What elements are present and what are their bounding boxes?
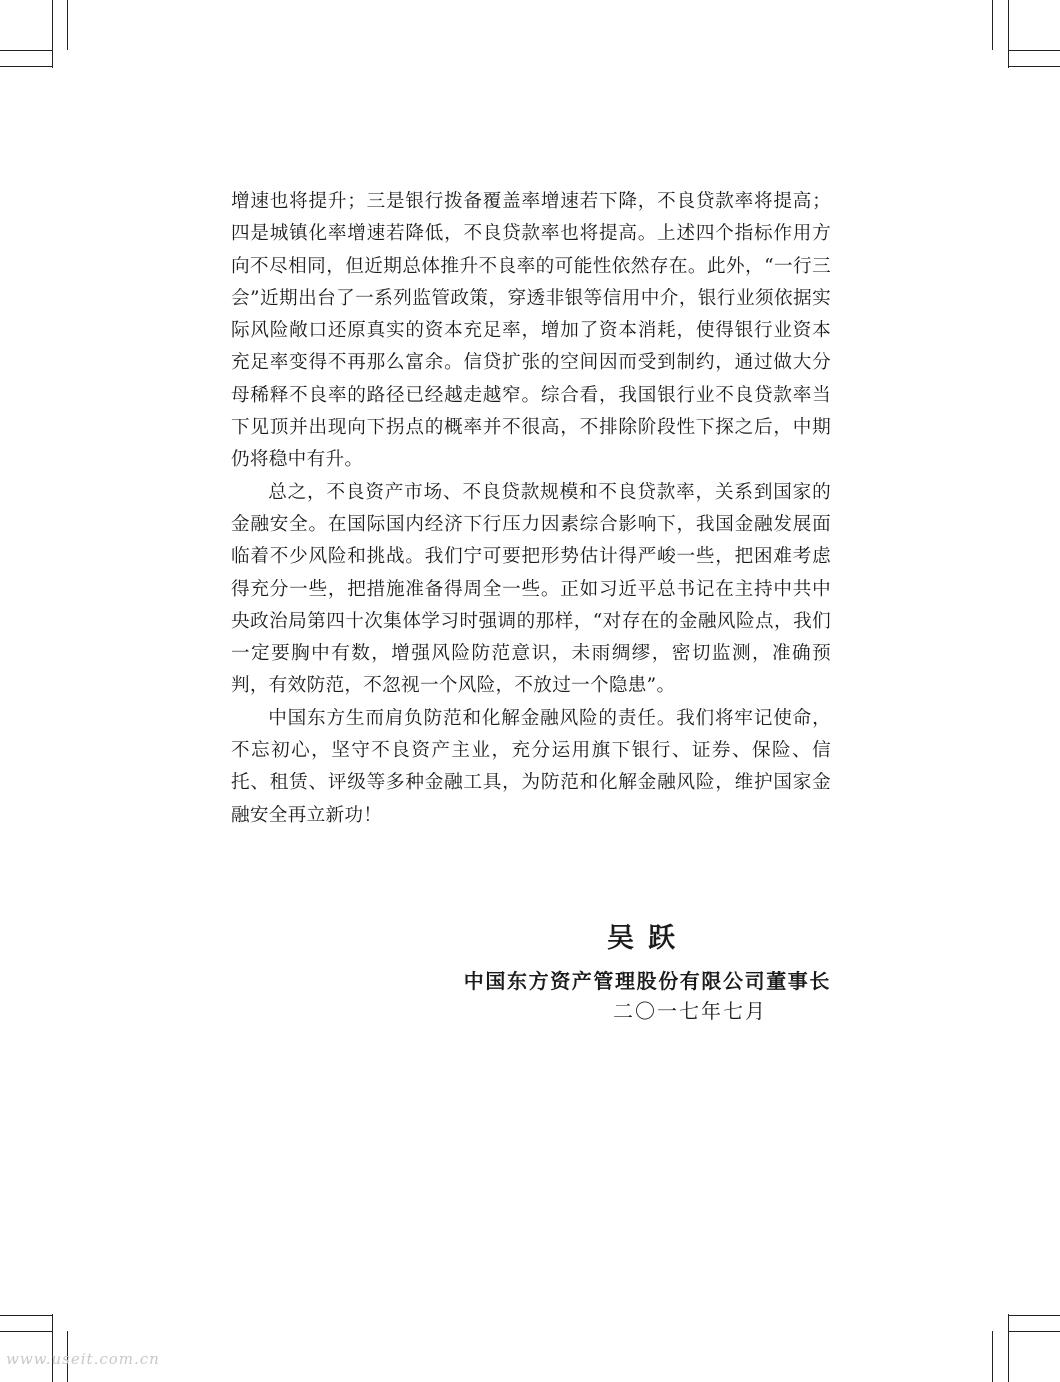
crop-mark-bottom-right-vertical — [1008, 1314, 1009, 1382]
crop-mark-bottom-left-vertical — [52, 1314, 53, 1382]
crop-mark-bottom-right-outer-horizontal — [1008, 1315, 1060, 1316]
paragraph-mission: 中国东方生而肩负防范和化解金融风险的责任。我们将牢记使命，不忘初心，坚守不良资产主业，充分运用旗下银行、证券、保险、信托、租赁、评级等多种金融工具，为防范和化解金融风险，维护国家金融安全再立新功！ — [231, 707, 831, 826]
crop-mark-top-left-horizontal — [0, 50, 52, 51]
crop-mark-bottom-left-horizontal — [0, 1331, 52, 1332]
crop-mark-top-right-outer-vertical — [992, 0, 993, 50]
signature-title: 中国东方资产管理股份有限公司董事长 — [463, 969, 831, 993]
paragraph-continuation: 增速也将提升；三是银行拨备覆盖率增速若下降，不良贷款率将提高；四是城镇化率增速若降低，不良贷款率也将提高。上述四个指标作用方向不尽相同，但近期总体推升不良率的可能性依然存在。此外，“一行三会”近期出台了一系列监管政策，穿透非银等信用中介，银行业须依据实际风险敞口还原真实的资本充足率，增加了资本消耗，使得银行业资本充足率变得不再那么富余。信贷扩张的空间因而受到制约，通过做大分母稀释不良率的路径已经越走越窄。综合看，我国银行业不良贷款率当下见顶并出现向下拐点的概率并不很高，不排除阶段性下探之后，中期仍将稳中有升。 — [231, 191, 831, 471]
crop-mark-bottom-left-outer-horizontal — [0, 1315, 52, 1316]
body-text — [231, 186, 831, 832]
signature-name: 吴跃 — [607, 923, 689, 954]
crop-mark-top-left-vertical — [52, 0, 53, 68]
paragraph-conclusion: 总之，不良资产市场、不良贷款规模和不良贷款率，关系到国家的金融安全。在国际国内经济下行压力因素综合影响下，我国金融发展面临着不少风险和挑战。我们宁可要把形势估计得严峻一些，把困难考虑得充分一些，把措施准备得周全一些。正如习近平总书记在主持中共中央政治局第四十次集体学习时强调的那样，“对存在的金融风险点，我们一定要胸中有数，增强风险防范意识，未雨绸缪，密切监测，准确预判，有效防范，不忽视一个风险，不放过一个隐患”。 — [231, 481, 831, 697]
crop-mark-top-left-outer-vertical — [67, 0, 68, 50]
crop-mark-bottom-right-outer-vertical — [992, 1331, 993, 1382]
crop-mark-bottom-right-horizontal — [1008, 1331, 1060, 1332]
watermark: www.useit.com.cn — [6, 1350, 160, 1368]
crop-mark-top-right-outer-horizontal — [1008, 66, 1060, 67]
crop-mark-top-left-outer-horizontal — [0, 66, 52, 67]
crop-mark-top-right-vertical — [1008, 0, 1009, 68]
crop-mark-top-right-horizontal — [1008, 50, 1060, 51]
signature-date: 二〇一七年七月 — [613, 999, 767, 1023]
